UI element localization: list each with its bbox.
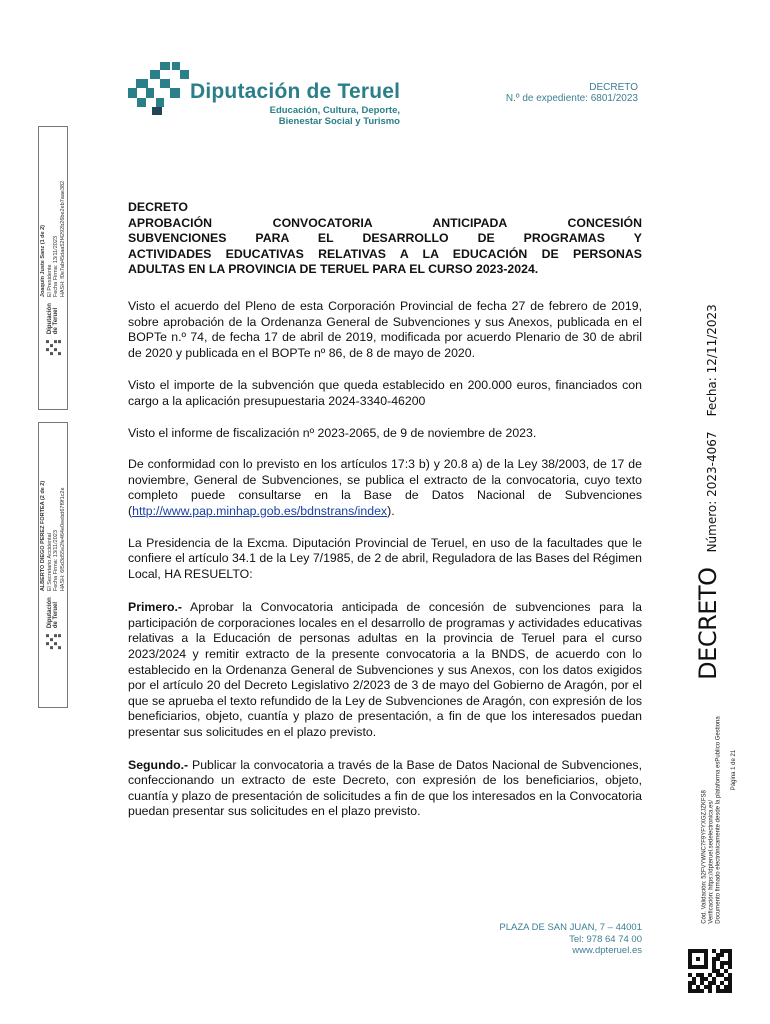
paragraph-segundo: Segundo.- Publicar la convocatoria a través de la Base de Datos Nacional de Subvenciones, confeccionando un extracto de este Decreto, con expresión de los beneficiarios, objeto, cuantía y plazo de presentación de solicitudes a fin de que los interesados en la Convocatoria puedan presentar sus solicitudes en el plazo previsto. — [128, 757, 642, 819]
paragraph-primero: Primero.- Aprobar la Convocatoria anticipada de concesión de subvenciones para la participación de corporaciones locales en el desarrollo de programas y actividades educativas relativas a la Educación de personas adultas en la provincia de Teruel para el curso 2023/2024 y remitir extracto de la presente convocatoria a la BNDS, de acuerdo con lo establecido en la Ordenanza General de Subvenciones y sus Anexos, con los datos exigidos por el artículo 20 del Decreto Legislativo 2/2023 de 3 de mayo del Gobierno de Aragón, por el que se aprueba el texto refundido de la Ley de Subvenciones de Aragón, con expresión de los beneficiarios, objeto, cuantía y plazo de presentación, a fin de que los interesados puedan presentar sus solicitudes en el plazo previsto. — [128, 600, 642, 740]
signature-box-1: Diputación de Teruel Joaquín Juste Sanz (1 de 2) El Presidente Fecha Firma: 13/11/2023 HASH: f0e7ab45daa52f4292b26be2eb7aae382 — [38, 126, 68, 410]
document-body — [128, 200, 642, 820]
expediente-number: N.º de expediente: 6801/2023 — [505, 93, 638, 104]
org-name: Diputación de Teruel — [190, 80, 401, 103]
org-department: Educación, Cultura, Deporte, Bienestar Social y Turismo — [269, 105, 400, 127]
footer-address: PLAZA DE SAN JUAN, 7 – 44001 — [499, 922, 642, 933]
stamp-number: Número: 2023-4067 — [705, 431, 719, 553]
paragraph-importe: Visto el importe de la subvención que queda establecido en 200.000 euros, financiados con cargo a la aplicación presupuestaria 2024-3340-46200 — [128, 378, 642, 408]
page-footer — [499, 922, 642, 957]
signer-name: Joaquín Juste Sanz (1 de 2) — [40, 224, 46, 298]
footer-website: www.dpteruel.es — [572, 945, 642, 956]
paragraph-acuerdo: Visto el acuerdo del Pleno de esta Corporación Provincial de fecha 27 de febrero de 2019, sobre aprobación de la Ordenanza General de Subvenciones y sus Anexos, publicada en el BOPTe n.º 74, de fecha 17 de abril de 2019, modificada por acuerdo Plenario de 30 de abril de 2020 y publicada en el BOPTe nº 86, de 8 de mayo de 2020. — [128, 298, 642, 360]
header-reference — [506, 82, 638, 104]
org-mini-logo-icon — [46, 634, 61, 649]
stamp-title: DECRETO — [694, 567, 722, 680]
doc-type: DECRETO — [589, 82, 638, 93]
paragraph-conformidad: De conformidad con lo previsto en los artículos 17:3 b) y 20.8 a) de la Ley 38/2003, de 17 de noviembre, General de Subvenciones, se publica el extracto de la convocatoria, cuyo texto completo puede consultarse en la Base de Datos Nacional de Subvenciones (http://www.pap.minhap.gob.es/bdnstrans/index). — [128, 457, 642, 518]
org-mini-logo-icon — [46, 340, 61, 355]
paragraph-presidencia: La Presidencia de la Excma. Diputación Provincial de Teruel, en uso de la facultades que le confiere el artículo 34.1 de la Ley 7/1985, de 2 de abril, Reguladora de las Bases del Régimen Local, HA RESUELTO: — [128, 535, 642, 581]
page-indicator: Página 1 de 21 — [731, 749, 737, 791]
signature-box-2: Diputación de Teruel ALBERTO DIEGO PEREZ FORTEA (2 de 2) El Secretario Accidental Fecha Firma: 13/11/2023 HASH: 6f5d3d55e2fe464e0eebd67f9f1c2e — [38, 422, 68, 708]
signer-name: ALBERTO DIEGO PEREZ FORTEA (2 de 2) — [40, 480, 46, 592]
validation-info: Cód. Validación: 52FVYWNC7F9YFYXGZJZKFS8 Verificación: https://dpteruel.sedelectronica.es/ Documento firmado electrónicamente desde la plataforma esPublico Gestiona — [701, 716, 722, 924]
decree-title: DECRETO APROBACIÓN CONVOCATORIA ANTICIPADA CONCESIÓN SUBVENCIONES PARA EL DESARROLLO DE PROGRAMAS Y ACTIVIDADES EDUCATIVAS RELATIVAS A LA EDUCACIÓN DE PERSONAS ADULTAS EN LA PROVINCIA DE TERUEL PARA EL CURSO 2023-2024. — [128, 200, 642, 277]
bdns-link[interactable]: http://www.pap.minhap.gob.es/bdnstrans/index — [132, 503, 388, 518]
paragraph-fiscalizacion: Visto el informe de fiscalización nº 2023-2065, de 9 de noviembre de 2023. — [128, 425, 537, 440]
footer-phone: Tel: 978 64 74 00 — [569, 933, 642, 945]
stamp-date: Fecha: 12/11/2023 — [705, 304, 719, 417]
qr-code-icon[interactable] — [688, 949, 732, 993]
decree-stamp — [694, 304, 722, 680]
organization-logo — [128, 62, 408, 132]
